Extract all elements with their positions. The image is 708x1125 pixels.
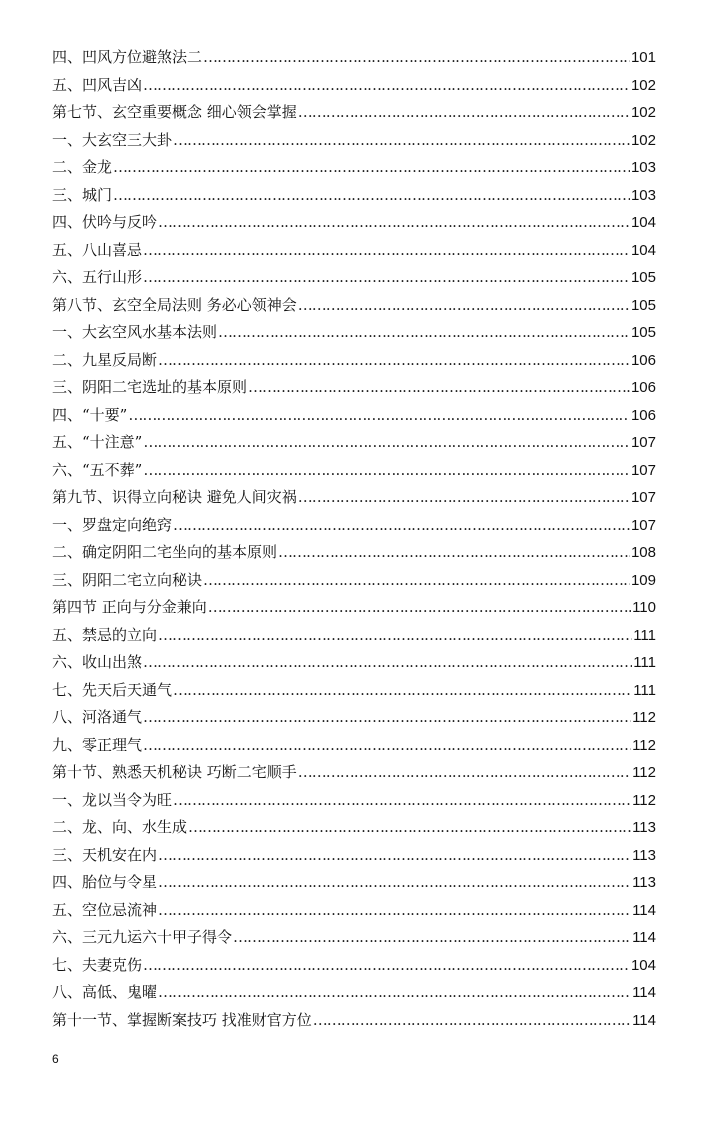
toc-entry-title: 一、大玄空风水基本法则 <box>52 323 218 341</box>
toc-entry-page: 102 <box>630 131 656 149</box>
toc-entry-title: 第十节、熟悉天机秘诀 巧断二宅顺手 <box>52 763 297 781</box>
toc-dot-leader <box>158 897 631 925</box>
toc-entry[interactable] <box>52 842 656 870</box>
toc-entry-title: 四、伏吟与反吟 <box>52 213 158 231</box>
toc-entry-page: 112 <box>632 764 656 781</box>
toc-entry[interactable] <box>52 759 656 787</box>
toc-dot-leader <box>173 787 631 815</box>
toc-entry-page: 112 <box>632 736 656 754</box>
toc-entry[interactable] <box>52 512 656 540</box>
toc-dot-leader <box>203 567 630 595</box>
toc-entry-title: 四、凹风方位避煞法二 <box>52 48 203 66</box>
toc-entry-page: 104 <box>630 214 656 231</box>
toc-entry-title: 第四节 正向与分金兼向 <box>52 598 207 616</box>
toc-entry-page: 105 <box>630 324 656 341</box>
toc-entry-page: 114 <box>632 984 656 1001</box>
table-of-contents <box>52 44 656 1034</box>
toc-dot-leader <box>298 484 630 512</box>
toc-entry[interactable] <box>52 457 656 485</box>
toc-dot-leader <box>158 869 631 897</box>
toc-entry[interactable] <box>52 127 656 155</box>
toc-dot-leader <box>173 677 632 705</box>
toc-entry[interactable] <box>52 264 656 292</box>
toc-dot-leader <box>113 182 630 210</box>
toc-entry[interactable] <box>52 924 656 952</box>
toc-dot-leader <box>278 539 630 567</box>
toc-entry-title: 一、龙以当令为旺 <box>52 790 173 809</box>
toc-entry[interactable] <box>52 347 656 375</box>
toc-entry-page: 110 <box>632 599 656 616</box>
toc-entry-title: 五、凹风吉凶 <box>52 75 143 94</box>
toc-entry-title: 七、先天后天通气 <box>52 680 173 699</box>
toc-dot-leader <box>158 347 630 375</box>
toc-entry-page: 107 <box>630 489 656 506</box>
toc-dot-leader <box>143 649 632 677</box>
toc-entry-title: 第九节、识得立向秘诀 避免人间灾祸 <box>52 488 297 506</box>
toc-entry[interactable] <box>52 99 656 127</box>
toc-entry-title: 二、金龙 <box>52 158 113 176</box>
toc-entry[interactable] <box>52 484 656 512</box>
toc-dot-leader <box>143 952 630 980</box>
toc-entry-page: 111 <box>633 626 656 644</box>
toc-entry[interactable] <box>52 649 656 677</box>
toc-entry-page: 106 <box>630 351 656 369</box>
toc-entry[interactable] <box>52 952 656 980</box>
toc-dot-leader <box>203 44 630 72</box>
toc-dot-leader <box>158 979 631 1007</box>
toc-entry-page: 107 <box>630 461 656 479</box>
toc-entry-page: 103 <box>630 159 656 176</box>
toc-entry-title: 三、天机安在内 <box>52 845 158 864</box>
toc-entry-title: 二、九星反局断 <box>52 350 158 369</box>
toc-entry-page: 114 <box>632 901 656 919</box>
toc-dot-leader <box>143 72 630 100</box>
toc-dot-leader <box>143 429 630 457</box>
toc-dot-leader <box>158 209 630 237</box>
toc-entry-page: 107 <box>630 434 656 451</box>
toc-entry-title: 九、零正理气 <box>52 735 143 754</box>
toc-dot-leader <box>313 1007 631 1035</box>
toc-entry[interactable] <box>52 402 656 430</box>
toc-entry-page: 113 <box>632 819 656 836</box>
toc-entry-page: 104 <box>630 956 656 974</box>
toc-entry[interactable] <box>52 237 656 265</box>
toc-entry-title: 五、八山喜忌 <box>52 240 143 259</box>
toc-dot-leader <box>173 512 630 540</box>
toc-entry-page: 106 <box>630 379 656 396</box>
toc-entry-title: 五、空位忌流神 <box>52 900 158 919</box>
toc-entry-title: 三、阴阳二宅立向秘诀 <box>52 570 203 589</box>
toc-dot-leader <box>188 814 631 842</box>
toc-entry-title: 八、河洛通气 <box>52 708 143 726</box>
toc-entry[interactable] <box>52 979 656 1007</box>
toc-entry[interactable] <box>52 72 656 100</box>
toc-entry[interactable] <box>52 704 656 732</box>
toc-dot-leader <box>143 704 631 732</box>
toc-entry[interactable] <box>52 897 656 925</box>
toc-entry-title: 六、收山出煞 <box>52 653 143 671</box>
toc-entry[interactable] <box>52 869 656 897</box>
toc-dot-leader <box>143 457 630 485</box>
toc-entry-page: 102 <box>630 104 656 121</box>
toc-entry-title: 八、高低、鬼曜 <box>52 983 158 1001</box>
toc-entry-page: 111 <box>633 681 656 699</box>
toc-entry[interactable] <box>52 292 656 320</box>
toc-entry-title: 第十一节、掌握断案技巧 找准财官方位 <box>52 1010 312 1029</box>
toc-entry-page: 102 <box>630 76 656 94</box>
toc-entry-page: 112 <box>632 709 656 726</box>
toc-dot-leader <box>233 924 631 952</box>
toc-dot-leader <box>143 264 630 292</box>
toc-dot-leader <box>173 127 630 155</box>
toc-entry-title: 一、罗盘定向绝窍 <box>52 515 173 534</box>
toc-entry-page: 114 <box>632 929 656 946</box>
toc-entry-title: 六、三元九运六十甲子得令 <box>52 928 233 946</box>
page-number: 6 <box>52 1052 59 1066</box>
toc-entry-title: 五、禁忌的立向 <box>52 625 158 644</box>
toc-dot-leader <box>143 237 630 265</box>
toc-entry-page: 109 <box>630 571 656 589</box>
toc-dot-leader <box>158 622 632 650</box>
toc-entry[interactable] <box>52 732 656 760</box>
toc-entry-title: 第八节、玄空全局法则 务必心领神会 <box>52 295 297 314</box>
toc-dot-leader <box>113 154 630 182</box>
toc-entry-title: 三、城门 <box>52 185 113 204</box>
toc-dot-leader <box>158 842 631 870</box>
toc-entry[interactable] <box>52 622 656 650</box>
toc-entry-page: 113 <box>632 874 656 891</box>
toc-dot-leader <box>248 374 630 402</box>
toc-entry-title: 五、“十注意” <box>52 433 143 451</box>
toc-entry-title: 四、“十要” <box>52 405 128 424</box>
toc-dot-leader <box>218 319 630 347</box>
toc-entry[interactable] <box>52 567 656 595</box>
toc-entry-page: 111 <box>633 654 656 671</box>
toc-entry[interactable] <box>52 814 656 842</box>
toc-entry-title: 三、阴阳二宅选址的基本原则 <box>52 378 248 396</box>
toc-entry-title: 四、胎位与令星 <box>52 873 158 891</box>
toc-dot-leader <box>128 402 630 430</box>
toc-dot-leader <box>298 99 630 127</box>
toc-entry-page: 108 <box>630 544 656 561</box>
toc-dot-leader <box>143 732 631 760</box>
toc-entry[interactable] <box>52 594 656 622</box>
toc-entry[interactable] <box>52 539 656 567</box>
toc-entry-title: 六、五行山形 <box>52 268 143 286</box>
toc-entry-title: 第七节、玄空重要概念 细心领会掌握 <box>52 103 297 121</box>
toc-entry-page: 106 <box>630 406 656 424</box>
toc-entry[interactable] <box>52 429 656 457</box>
toc-entry[interactable] <box>52 209 656 237</box>
toc-entry[interactable] <box>52 44 656 72</box>
toc-entry-page: 105 <box>630 269 656 286</box>
toc-entry-page: 112 <box>632 791 656 809</box>
toc-entry[interactable] <box>52 677 656 705</box>
toc-entry[interactable] <box>52 182 656 210</box>
toc-entry-page: 114 <box>632 1011 656 1029</box>
toc-dot-leader <box>298 759 631 787</box>
toc-entry-page: 105 <box>630 296 656 314</box>
toc-entry-title: 六、“五不葬” <box>52 460 143 479</box>
toc-dot-leader <box>298 292 630 320</box>
toc-entry[interactable] <box>52 787 656 815</box>
toc-entry-page: 103 <box>630 186 656 204</box>
toc-entry-title: 二、确定阴阳二宅坐向的基本原则 <box>52 543 278 561</box>
toc-entry-title: 二、龙、向、水生成 <box>52 818 188 836</box>
toc-entry[interactable] <box>52 374 656 402</box>
toc-dot-leader <box>208 594 631 622</box>
toc-entry-page: 104 <box>630 241 656 259</box>
toc-entry[interactable] <box>52 154 656 182</box>
toc-entry-title: 七、夫妻克伤 <box>52 955 143 974</box>
toc-entry[interactable] <box>52 319 656 347</box>
toc-entry-page: 113 <box>632 846 656 864</box>
toc-entry-page: 107 <box>630 516 656 534</box>
toc-entry-page: 101 <box>630 49 656 66</box>
toc-entry[interactable] <box>52 1007 656 1035</box>
toc-entry-title: 一、大玄空三大卦 <box>52 130 173 149</box>
